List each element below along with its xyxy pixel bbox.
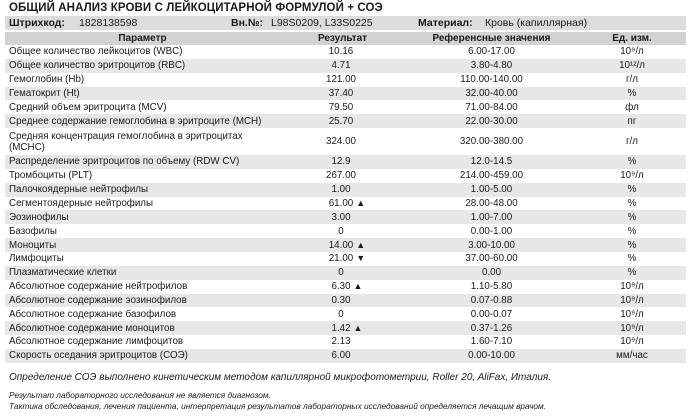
result-cell: [280, 169, 405, 183]
result-cell: [280, 197, 405, 211]
result-cell: [280, 238, 405, 252]
result-cell: [280, 210, 405, 224]
table-row: [5, 210, 686, 224]
result-value: 1.00: [331, 184, 351, 196]
reference-range: 3.80-4.80: [470, 60, 513, 72]
arrow-up-icon: ▲: [356, 239, 366, 250]
unit: %: [627, 184, 637, 196]
unit: %: [627, 253, 637, 265]
barcode-label: Штрихкод:: [9, 17, 65, 29]
table-row: [5, 100, 686, 114]
result-cell: [280, 335, 405, 349]
result-cell: [280, 252, 405, 266]
parameter-name: Гематокрит (Ht): [9, 87, 80, 99]
reference-range: 22.00-30.00: [465, 115, 518, 127]
reference-range: 32.00-40.00: [465, 87, 518, 99]
result-cell: [280, 73, 405, 87]
parameter-name: Плазматические клетки: [9, 267, 117, 279]
arrow-up-icon: ▲: [353, 281, 363, 292]
result-value: 10.16: [328, 46, 354, 58]
unit: %: [627, 267, 637, 279]
unit: фл: [625, 101, 639, 113]
result-cell: [280, 45, 405, 59]
parameter-name: Общее количество эритроцитов (RBC): [9, 60, 186, 72]
unit: %: [627, 239, 637, 251]
unit: 10⁹/л: [620, 336, 644, 348]
table-row: [5, 169, 686, 183]
sample-info-bar: [5, 16, 686, 30]
result-cell: [280, 87, 405, 101]
result-cell: [280, 349, 405, 363]
table-row: [5, 45, 686, 59]
unit: 10⁹/л: [620, 322, 644, 334]
arrow-up-icon: ▲: [356, 198, 366, 209]
table-row: [5, 59, 686, 73]
results-body: [5, 45, 686, 363]
parameter-name: Лимфоциты: [9, 253, 64, 265]
reference-range: 0.07-0.88: [470, 294, 513, 306]
result-value: 25.70: [328, 115, 354, 127]
result-cell: [280, 266, 405, 280]
reference-range: 0.00-0.07: [470, 308, 513, 320]
disclaimer-line-1: Результат лабораторного исследования не является диагнозом.: [9, 390, 271, 400]
table-row: [5, 335, 686, 349]
result-value: 14.00: [328, 239, 354, 251]
parameter-name: Палочкоядерные нейтрофилы: [9, 184, 149, 196]
unit: 10⁹/л: [620, 170, 644, 182]
unit: %: [627, 211, 637, 223]
result-cell: [280, 307, 405, 321]
result-cell: [280, 155, 405, 169]
reference-range: 0.37-1.26: [470, 322, 513, 334]
table-row: [5, 197, 686, 211]
result-cell: [280, 321, 405, 335]
report-title: ОБЩИЙ АНАЛИЗ КРОВИ С ЛЕЙКОЦИТАРНОЙ ФОРМУЛОЙ + СОЭ: [9, 2, 383, 14]
result-value: 0: [338, 267, 344, 279]
unit: пг: [627, 115, 637, 127]
result-value: 0: [338, 308, 344, 320]
result-value: 324.00: [326, 136, 356, 148]
result-cell: [280, 280, 405, 294]
header-reference: Референсные значения: [405, 32, 578, 45]
arrow-down-icon: ▼: [356, 253, 366, 264]
result-cell: [280, 100, 405, 114]
result-cell: [280, 224, 405, 238]
unit: 10⁹/л: [620, 294, 644, 306]
parameter-name: Общее количество лейкоцитов (WBC): [9, 46, 183, 58]
reference-range: 0.00: [481, 267, 502, 279]
table-row: [5, 280, 686, 294]
parameter-name: Моноциты: [9, 239, 57, 251]
parameter-name: Абсолютное содержание эозинофилов: [9, 294, 187, 306]
parameter-name: Абсолютное содержание базофилов: [9, 308, 177, 320]
material-value: Кровь (капиллярная): [485, 17, 588, 29]
table-row: [5, 349, 686, 363]
result-cell: [280, 59, 405, 73]
table-row: [5, 128, 686, 155]
unit: %: [627, 225, 637, 237]
reference-range: 1.60-7.10: [470, 336, 513, 348]
parameter-name: Средняя концентрация гемоглобина в эритроцитах (MCHC): [9, 130, 243, 153]
reference-range: 214.00-459.00: [459, 170, 524, 182]
unit: %: [627, 198, 637, 210]
reference-range: 71.00-84.00: [465, 101, 518, 113]
table-row: [5, 321, 686, 335]
parameter-name: Средний объем эритроцита (MCV): [9, 101, 167, 113]
result-value: 61.00: [328, 198, 354, 210]
header-result: Результат: [280, 32, 405, 45]
unit: 10⁹/л: [620, 46, 644, 58]
table-row: [5, 294, 686, 308]
result-value: 121.00: [326, 74, 356, 86]
unit: 10⁹/л: [620, 308, 644, 320]
result-cell: [280, 183, 405, 197]
table-row: [5, 266, 686, 280]
unit: 10¹²/л: [619, 60, 645, 72]
result-cell: [280, 114, 405, 128]
internal-number-value: L98S0209, L33S0225: [271, 17, 373, 29]
material-label: Материал:: [418, 17, 473, 29]
result-value: 79.50: [328, 101, 354, 113]
header-unit: Ед. изм.: [578, 32, 686, 45]
reference-range: 1.00-5.00: [470, 184, 513, 196]
unit: 10⁹/л: [620, 281, 644, 293]
table-row: [5, 114, 686, 128]
reference-range: 3.00-10.00: [468, 239, 515, 251]
result-value: 4.71: [331, 60, 351, 72]
result-value: 3.00: [331, 211, 351, 223]
result-value: 21.00: [328, 253, 354, 265]
result-value: 267.00: [326, 170, 356, 182]
unit: г/л: [625, 74, 638, 86]
reference-range: 37.00-60.00: [465, 253, 518, 265]
table-row: [5, 87, 686, 101]
table-row: [5, 224, 686, 238]
parameter-name: Абсолютное содержание моноцитов: [9, 322, 175, 334]
table-row: [5, 252, 686, 266]
parameter-name: Распределение эритроцитов по объему (RDW CV): [9, 156, 240, 168]
unit: г/л: [625, 136, 638, 148]
internal-number-label: Вн.№:: [231, 17, 264, 29]
parameter-name: Абсолютное содержание лимфоцитов: [9, 336, 184, 348]
table-row: [5, 238, 686, 252]
unit: %: [627, 156, 637, 168]
result-value: 6.00: [331, 350, 351, 362]
result-cell: [280, 294, 405, 308]
parameter-name: Абсолютное содержание нейтрофилов: [9, 281, 188, 293]
reference-range: 1.00-7.00: [470, 211, 513, 223]
table-row: [5, 307, 686, 321]
result-value: 0.30: [331, 294, 351, 306]
result-value: 37.40: [328, 87, 354, 99]
reference-range: 28.00-48.00: [465, 198, 518, 210]
parameter-name: Сегментоядерные нейтрофилы: [9, 198, 154, 210]
table-row: [5, 73, 686, 87]
disclaimer-line-2: Тактика обследования, лечения пациента, интерпретация результатов лабораторных исследований определяется лечащим врачом.: [9, 401, 547, 411]
reference-range: 6.00-17.00: [468, 46, 515, 58]
result-value: 12.9: [331, 156, 351, 168]
barcode-value: 1828138598: [79, 17, 138, 29]
reference-range: 12.0-14.5: [470, 156, 513, 168]
table-row: [5, 155, 686, 169]
result-value: 2.13: [331, 336, 351, 348]
result-cell: [280, 128, 405, 155]
parameter-name: Скорость оседания эритроцитов (СОЭ): [9, 350, 188, 362]
result-value: 1.42: [331, 322, 351, 334]
table-row: [5, 183, 686, 197]
esr-method-note: Определение СОЭ выполнено кинетическим методом капиллярной микрофотометрии, Roller 20, AliFax, Италия.: [9, 372, 552, 383]
results-header-row: [5, 32, 686, 45]
parameter-name: Гемоглобин (Hb): [9, 74, 85, 86]
reference-range: 110.00-140.00: [460, 74, 523, 86]
arrow-up-icon: ▲: [353, 322, 363, 333]
parameter-name: Базофилы: [9, 225, 57, 237]
parameter-name: Эозинофилы: [9, 211, 69, 223]
reference-range: 0.00-1.00: [470, 225, 513, 237]
parameter-name: Тромбоциты (PLT): [9, 170, 93, 182]
unit: мм/час: [616, 350, 648, 362]
parameter-name: Среднее содержание гемоглобина в эритроците (MCH): [9, 115, 262, 127]
reference-range: 1.10-5.80: [470, 281, 513, 293]
result-value: 0: [338, 225, 344, 237]
reference-range: 0.00-10.00: [468, 350, 515, 362]
reference-range: 320.00-380.00: [459, 136, 524, 148]
unit: %: [627, 87, 637, 99]
header-parameter: Параметр: [5, 32, 280, 45]
results-table: [5, 32, 686, 363]
result-value: 6.30: [331, 281, 351, 293]
